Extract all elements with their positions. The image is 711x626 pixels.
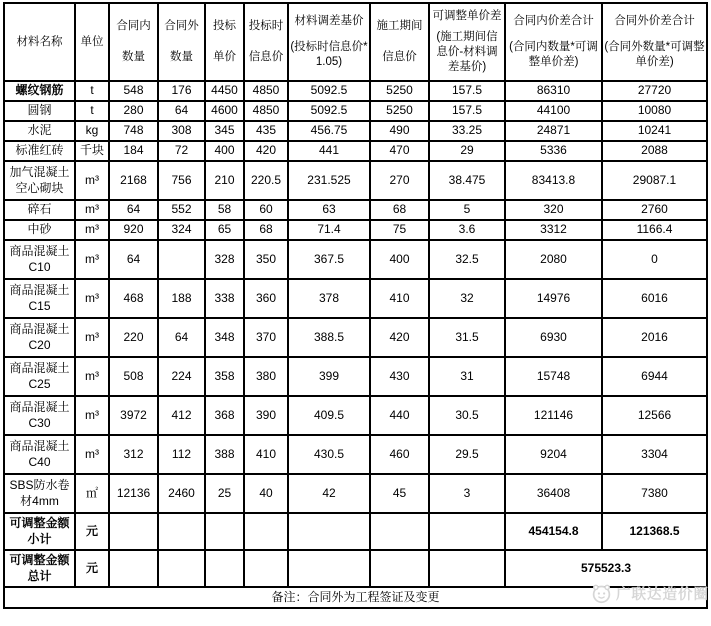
value-cell: 64 <box>158 318 205 357</box>
value-cell: 2760 <box>602 200 707 220</box>
value-cell: 430.5 <box>288 435 370 474</box>
value-cell: 409.5 <box>288 396 370 435</box>
material-row <box>4 396 707 435</box>
value-cell: 920 <box>109 220 158 240</box>
material-row <box>4 81 707 101</box>
column-header <box>505 3 602 81</box>
column-header-line: 单价 <box>213 50 236 63</box>
value-cell: 30.5 <box>429 396 505 435</box>
material-row <box>4 435 707 474</box>
value-cell: 2460 <box>158 474 205 513</box>
empty-cell <box>429 513 505 550</box>
material-row <box>4 161 707 200</box>
unit-cell: m³ <box>75 200 109 220</box>
unit-cell: m³ <box>75 396 109 435</box>
value-cell: 2080 <box>505 240 602 279</box>
value-cell <box>158 240 205 279</box>
value-cell: 552 <box>158 200 205 220</box>
column-header <box>602 3 707 81</box>
material-row <box>4 357 707 396</box>
value-cell: 64 <box>158 101 205 121</box>
value-cell: 220 <box>109 318 158 357</box>
column-header-line: 合同外 <box>164 20 199 33</box>
value-cell: 3972 <box>109 396 158 435</box>
value-cell: 388 <box>205 435 244 474</box>
value-cell: 10241 <box>602 121 707 141</box>
value-cell: 44100 <box>505 101 602 121</box>
value-cell: 440 <box>370 396 429 435</box>
value-cell: 2168 <box>109 161 158 200</box>
empty-cell <box>244 550 288 587</box>
value-cell: 3312 <box>505 220 602 240</box>
value-cell: 12136 <box>109 474 158 513</box>
value-cell: 38.475 <box>429 161 505 200</box>
header-row <box>4 3 707 81</box>
value-cell: 270 <box>370 161 429 200</box>
value-cell: 348 <box>205 318 244 357</box>
empty-cell <box>288 550 370 587</box>
material-row <box>4 121 707 141</box>
column-header-line: 信息价 <box>382 50 417 63</box>
column-header-line: 材料调差基价 <box>294 15 364 28</box>
value-cell: 224 <box>158 357 205 396</box>
value-cell: 33.25 <box>429 121 505 141</box>
total-label-cell: 可调整金额总计 <box>4 550 75 587</box>
material-row <box>4 141 707 161</box>
material-name-cell: 加气混凝土空心砌块 <box>4 161 75 200</box>
value-cell: 368 <box>205 396 244 435</box>
material-row <box>4 101 707 121</box>
empty-cell <box>370 550 429 587</box>
column-header-line: 合同外价差合计 <box>614 15 695 28</box>
unit-cell: t <box>75 101 109 121</box>
value-cell: 32 <box>429 279 505 318</box>
column-header <box>75 3 109 81</box>
material-name-cell: 商品混凝土C30 <box>4 396 75 435</box>
empty-cell <box>205 550 244 587</box>
value-cell: 42 <box>288 474 370 513</box>
value-cell: 508 <box>109 357 158 396</box>
value-cell: 420 <box>370 318 429 357</box>
grand-total-cell: 575523.3 <box>505 550 707 587</box>
value-cell: 60 <box>244 200 288 220</box>
value-cell: 470 <box>370 141 429 161</box>
subtotal-contract-in-cell: 454154.8 <box>505 513 602 550</box>
subtotal-contract-out-cell: 121368.5 <box>602 513 707 550</box>
value-cell: 24871 <box>505 121 602 141</box>
material-row <box>4 200 707 220</box>
column-header-line: 投标 <box>213 20 236 33</box>
value-cell: 308 <box>158 121 205 141</box>
value-cell: 328 <box>205 240 244 279</box>
empty-cell <box>370 513 429 550</box>
value-cell: 468 <box>109 279 158 318</box>
value-cell: 31.5 <box>429 318 505 357</box>
empty-cell <box>205 513 244 550</box>
column-header-line: 单位 <box>80 35 104 48</box>
unit-cell: m³ <box>75 279 109 318</box>
value-cell: 27720 <box>602 81 707 101</box>
value-cell: 490 <box>370 121 429 141</box>
column-header-line: 可调整单价差 <box>432 10 502 23</box>
value-cell: 5336 <box>505 141 602 161</box>
value-cell: 420 <box>244 141 288 161</box>
unit-cell: m³ <box>75 357 109 396</box>
value-cell: 320 <box>505 200 602 220</box>
column-header-line: 合同内价差合计 <box>513 15 594 28</box>
column-header <box>158 3 205 81</box>
column-header-line: (施工期间信息价-材料调差基价) <box>436 30 498 73</box>
material-row <box>4 220 707 240</box>
value-cell: 410 <box>370 279 429 318</box>
value-cell: 5092.5 <box>288 101 370 121</box>
value-cell: 86310 <box>505 81 602 101</box>
value-cell: 32.5 <box>429 240 505 279</box>
value-cell: 360 <box>244 279 288 318</box>
material-row <box>4 318 707 357</box>
value-cell: 5 <box>429 200 505 220</box>
value-cell: 312 <box>109 435 158 474</box>
value-cell: 5250 <box>370 81 429 101</box>
value-cell: 15748 <box>505 357 602 396</box>
value-cell: 64 <box>109 200 158 220</box>
unit-cell: m³ <box>75 161 109 200</box>
value-cell: 456.75 <box>288 121 370 141</box>
value-cell: 460 <box>370 435 429 474</box>
value-cell: 0 <box>602 240 707 279</box>
material-name-cell: 商品混凝土C10 <box>4 240 75 279</box>
value-cell: 210 <box>205 161 244 200</box>
value-cell: 388.5 <box>288 318 370 357</box>
value-cell: 12566 <box>602 396 707 435</box>
unit-cell: m³ <box>75 220 109 240</box>
empty-cell <box>109 513 158 550</box>
material-name-cell: 商品混凝土C20 <box>4 318 75 357</box>
value-cell: 72 <box>158 141 205 161</box>
value-cell: 68 <box>370 200 429 220</box>
value-cell: 6944 <box>602 357 707 396</box>
value-cell: 5250 <box>370 101 429 121</box>
value-cell: 31 <box>429 357 505 396</box>
column-header-line: 施工期间 <box>376 20 423 33</box>
value-cell: 4850 <box>244 81 288 101</box>
column-header-line: (合同内数量*可调整单价差) <box>509 40 598 68</box>
value-cell: 390 <box>244 396 288 435</box>
subtotal-row <box>4 513 707 550</box>
value-cell: 184 <box>109 141 158 161</box>
column-header <box>429 3 505 81</box>
empty-cell <box>109 550 158 587</box>
value-cell: 2088 <box>602 141 707 161</box>
grand-total-row <box>4 550 707 587</box>
unit-cell: m³ <box>75 240 109 279</box>
value-cell: 157.5 <box>429 101 505 121</box>
value-cell: 4850 <box>244 101 288 121</box>
unit-cell: t <box>75 81 109 101</box>
column-header <box>288 3 370 81</box>
value-cell: 36408 <box>505 474 602 513</box>
material-row <box>4 240 707 279</box>
material-row <box>4 279 707 318</box>
value-cell: 7380 <box>602 474 707 513</box>
unit-cell: m³ <box>75 435 109 474</box>
value-cell: 412 <box>158 396 205 435</box>
value-cell: 231.525 <box>288 161 370 200</box>
unit-cell: ㎡ <box>75 474 109 513</box>
value-cell: 370 <box>244 318 288 357</box>
value-cell: 6016 <box>602 279 707 318</box>
value-cell: 324 <box>158 220 205 240</box>
unit-cell: 元 <box>75 550 109 587</box>
value-cell: 188 <box>158 279 205 318</box>
subtotal-label-cell: 可调整金额小计 <box>4 513 75 550</box>
value-cell: 112 <box>158 435 205 474</box>
value-cell: 3 <box>429 474 505 513</box>
material-name-cell: SBS防水卷材4mm <box>4 474 75 513</box>
value-cell: 367.5 <box>288 240 370 279</box>
value-cell: 4450 <box>205 81 244 101</box>
column-header-line: 合同内 <box>116 20 151 33</box>
empty-cell <box>429 550 505 587</box>
value-cell: 399 <box>288 357 370 396</box>
value-cell: 220.5 <box>244 161 288 200</box>
value-cell: 64 <box>109 240 158 279</box>
value-cell: 10080 <box>602 101 707 121</box>
material-name-cell: 商品混凝土C25 <box>4 357 75 396</box>
value-cell: 45 <box>370 474 429 513</box>
column-header-line: 数量 <box>170 50 193 63</box>
value-cell: 121146 <box>505 396 602 435</box>
value-cell: 29087.1 <box>602 161 707 200</box>
value-cell: 400 <box>370 240 429 279</box>
value-cell: 410 <box>244 435 288 474</box>
value-cell: 378 <box>288 279 370 318</box>
value-cell: 75 <box>370 220 429 240</box>
value-cell: 548 <box>109 81 158 101</box>
column-header-line: 材料名称 <box>16 35 63 48</box>
material-name-cell: 圆钢 <box>4 101 75 121</box>
material-name-cell: 标准红砖 <box>4 141 75 161</box>
value-cell: 430 <box>370 357 429 396</box>
material-name-cell: 螺纹钢筋 <box>4 81 75 101</box>
value-cell: 65 <box>205 220 244 240</box>
material-name-cell: 中砂 <box>4 220 75 240</box>
empty-cell <box>158 513 205 550</box>
material-row <box>4 474 707 513</box>
value-cell: 29.5 <box>429 435 505 474</box>
value-cell: 1166.4 <box>602 220 707 240</box>
value-cell: 435 <box>244 121 288 141</box>
empty-cell <box>244 513 288 550</box>
unit-cell: m³ <box>75 318 109 357</box>
watermark-text: 广联达造价圈 <box>616 586 709 603</box>
value-cell: 2016 <box>602 318 707 357</box>
value-cell: 748 <box>109 121 158 141</box>
value-cell: 3.6 <box>429 220 505 240</box>
value-cell: 176 <box>158 81 205 101</box>
value-cell: 9204 <box>505 435 602 474</box>
material-name-cell: 商品混凝土C15 <box>4 279 75 318</box>
value-cell: 345 <box>205 121 244 141</box>
value-cell: 338 <box>205 279 244 318</box>
value-cell: 5092.5 <box>288 81 370 101</box>
column-header-line: 投标时 <box>248 20 284 33</box>
value-cell: 40 <box>244 474 288 513</box>
column-header <box>244 3 288 81</box>
value-cell: 71.4 <box>288 220 370 240</box>
unit-cell: kg <box>75 121 109 141</box>
value-cell: 58 <box>205 200 244 220</box>
value-cell: 83413.8 <box>505 161 602 200</box>
value-cell: 25 <box>205 474 244 513</box>
unit-cell: 元 <box>75 513 109 550</box>
value-cell: 358 <box>205 357 244 396</box>
material-name-cell: 商品混凝土C40 <box>4 435 75 474</box>
material-name-cell: 碎石 <box>4 200 75 220</box>
column-header <box>370 3 429 81</box>
column-header-line: (投标时信息价*1.05) <box>290 40 368 68</box>
column-header <box>109 3 158 81</box>
column-header <box>4 3 75 81</box>
value-cell: 63 <box>288 200 370 220</box>
value-cell: 350 <box>244 240 288 279</box>
value-cell: 29 <box>429 141 505 161</box>
value-cell: 68 <box>244 220 288 240</box>
column-header-line: 数量 <box>122 50 145 63</box>
unit-cell: 千块 <box>75 141 109 161</box>
value-cell: 3304 <box>602 435 707 474</box>
value-cell: 380 <box>244 357 288 396</box>
value-cell: 14976 <box>505 279 602 318</box>
material-price-adjustment-table <box>3 2 708 609</box>
empty-cell <box>158 550 205 587</box>
material-name-cell: 水泥 <box>4 121 75 141</box>
value-cell: 157.5 <box>429 81 505 101</box>
value-cell: 441 <box>288 141 370 161</box>
note-cell: 备注：合同外为工程签证及变更 <box>4 587 707 608</box>
value-cell: 280 <box>109 101 158 121</box>
empty-cell <box>288 513 370 550</box>
note-row <box>4 587 707 608</box>
value-cell: 4600 <box>205 101 244 121</box>
value-cell: 6930 <box>505 318 602 357</box>
column-header-line: (合同外数量*可调整单价差) <box>604 40 705 68</box>
value-cell: 756 <box>158 161 205 200</box>
value-cell: 400 <box>205 141 244 161</box>
column-header <box>205 3 244 81</box>
column-header-line: 信息价 <box>248 50 284 63</box>
